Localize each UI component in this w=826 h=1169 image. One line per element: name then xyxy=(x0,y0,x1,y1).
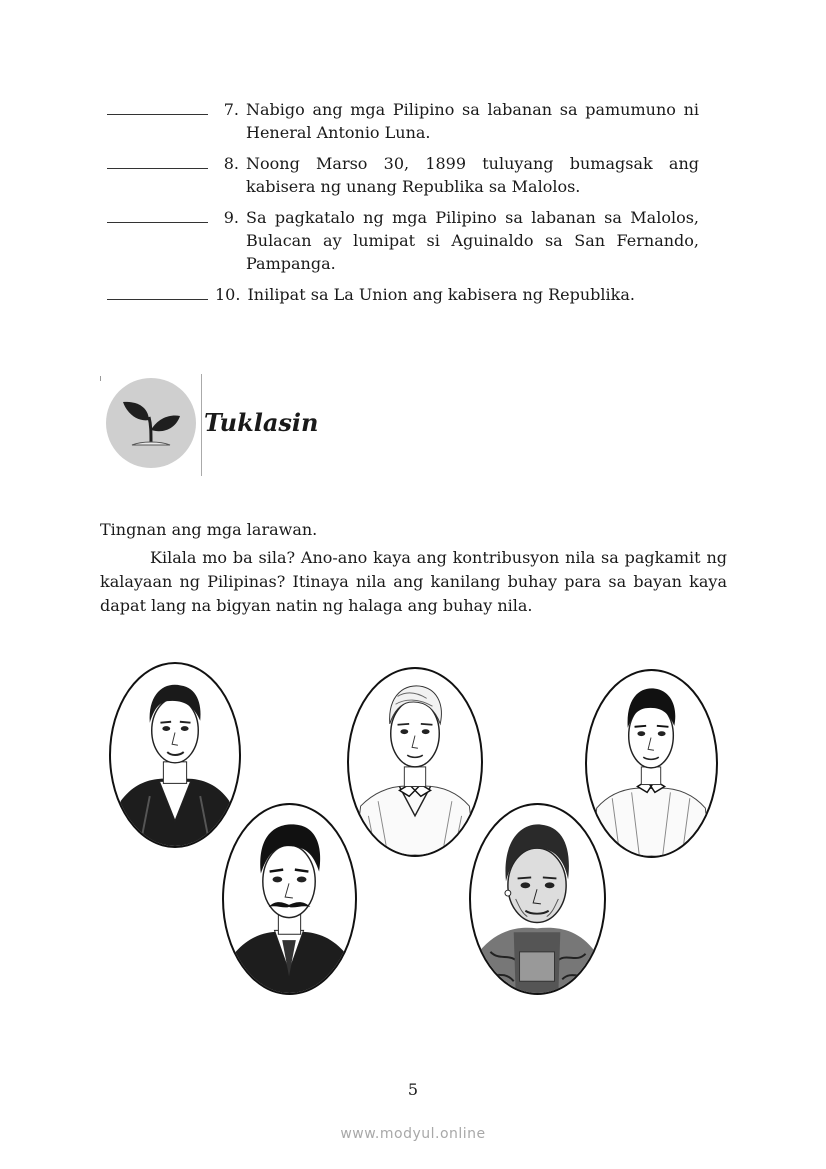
item-text: Sa pagkatalo ng mga Pilipino sa labanan sa Malolos, Bulacan ay lumipat si Aguinaldo sa San Fernando, Pampanga. xyxy=(246,208,699,273)
item-number: 8. xyxy=(223,154,239,173)
portrait-5 xyxy=(585,669,718,858)
portrait-4 xyxy=(469,803,606,995)
divider xyxy=(201,374,202,476)
list-item xyxy=(107,283,699,306)
item-text: Noong Marso 30, 1899 tuluyang bumagsak ang kabisera ng unang Republika sa Malolos. xyxy=(246,154,699,196)
portrait-5-illustration xyxy=(587,671,716,856)
question-list xyxy=(107,98,699,314)
section-title: Tuklasin xyxy=(204,408,319,437)
portrait-3 xyxy=(347,667,483,857)
portrait-2-illustration xyxy=(224,805,355,993)
list-item xyxy=(107,98,699,144)
page-number: 5 xyxy=(407,1080,419,1099)
corner-mark xyxy=(100,376,101,381)
item-text: Inilipat sa La Union ang kabisera ng Republika. xyxy=(247,285,635,304)
portrait-4-illustration xyxy=(471,805,604,993)
list-item xyxy=(107,206,699,275)
section-icon-badge xyxy=(106,378,196,468)
watermark: www.modyul.online xyxy=(340,1126,486,1142)
item-text: Nabigo ang mga Pilipino sa labanan sa pamumuno ni Heneral Antonio Luna. xyxy=(246,100,699,142)
intro-text: Tingnan ang mga larawan. xyxy=(100,520,318,539)
item-number: 7. xyxy=(223,100,239,119)
portrait-1-illustration xyxy=(111,664,239,846)
answer-blank[interactable] xyxy=(107,206,208,223)
item-number: 9. xyxy=(223,208,239,227)
answer-blank[interactable] xyxy=(107,283,208,300)
answer-blank[interactable] xyxy=(107,98,208,115)
answer-blank[interactable] xyxy=(107,152,208,169)
list-item xyxy=(107,152,699,198)
portrait-3-illustration xyxy=(349,669,481,855)
item-number: 10. xyxy=(215,285,241,304)
portrait-2 xyxy=(222,803,357,995)
body-paragraph: Kilala mo ba sila? Ano-ano kaya ang kontribusyon nila sa pagkamit ng kalayaan ng Pilipinas? Itinaya nila ang kanilang buhay para sa bayan kaya dapat lang na bigyan natin ng halaga ang buhay nila. xyxy=(100,548,727,615)
section-header xyxy=(100,374,340,476)
portrait-1 xyxy=(109,662,241,848)
sprout-icon xyxy=(118,392,184,454)
